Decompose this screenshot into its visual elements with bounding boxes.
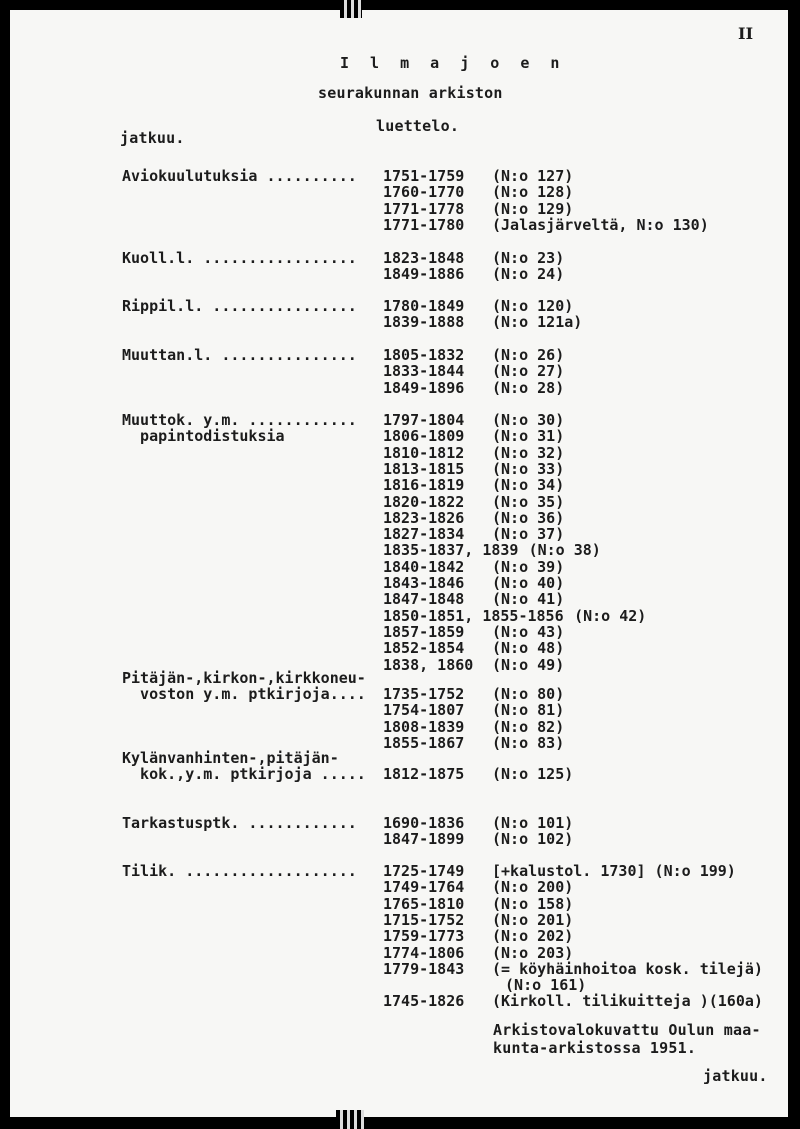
entry-reference: (Kirkoll. tilikuitteja )(160a) bbox=[492, 992, 763, 1011]
entry-reference: (N:o 202) bbox=[492, 927, 574, 946]
entry-reference: (N:o 34) bbox=[492, 476, 565, 495]
entry-years: 1816-1819 bbox=[383, 476, 465, 495]
entry-label: Kylänvanhinten-,pitäjän- bbox=[122, 748, 339, 767]
binding-edge-bottom bbox=[336, 1110, 364, 1129]
entry-reference: (N:o 83) bbox=[492, 733, 565, 752]
entry-years: 1855-1867 bbox=[383, 733, 465, 752]
footer-note-line2: kunta-arkistossa 1951. bbox=[493, 1039, 697, 1057]
entry-label: papintodistuksia bbox=[122, 427, 285, 446]
entry-reference: (N:o 158) bbox=[492, 894, 574, 913]
entry-years: 1806-1809 bbox=[383, 427, 465, 446]
entry-reference: (N:o 28) bbox=[492, 378, 565, 397]
entry-label: Kuoll.l. ................. bbox=[122, 249, 357, 267]
entry-reference: (N:o 39) bbox=[492, 557, 565, 576]
entry-label: voston y.m. ptkirjoja.... bbox=[122, 685, 366, 703]
entry-reference: (N:o 82) bbox=[492, 717, 565, 736]
entry-years: 1840-1842 bbox=[383, 557, 465, 576]
entry-label: Muuttan.l. ............... bbox=[122, 346, 357, 364]
entry-years: 1823-1826 bbox=[383, 508, 465, 527]
entry-reference: (N:o 200) bbox=[492, 878, 574, 897]
entry-reference: (= köyhäinhoitoa kosk. tilejä) bbox=[492, 959, 763, 978]
entry-years: 1771-1778 bbox=[383, 199, 465, 218]
entry-years: 1835-1837, 1839 bbox=[383, 541, 519, 560]
entry-label: Tarkastusptk. ............ bbox=[122, 814, 357, 832]
entry-reference: (N:o 37) bbox=[492, 525, 565, 544]
title-archive: seurakunnan arkiston bbox=[318, 84, 503, 102]
entry-years: 1839-1888 bbox=[383, 313, 465, 332]
entry-years: 1827-1834 bbox=[383, 525, 465, 544]
entry-label: Tilik. ................... bbox=[122, 862, 357, 880]
entry-years: 1765-1810 bbox=[383, 894, 465, 913]
entry-reference: (N:o 161) bbox=[496, 976, 587, 995]
entry-years: 1759-1773 bbox=[383, 927, 465, 946]
entry-label: Muuttok. y.m. ............ bbox=[122, 411, 357, 429]
entry-reference: (N:o 27) bbox=[492, 362, 565, 381]
entry-reference: (N:o 127) bbox=[492, 167, 574, 185]
entry-years: 1771-1780 bbox=[383, 215, 465, 234]
entry-reference: (N:o 101) bbox=[492, 814, 574, 832]
entry-reference: (N:o 30) bbox=[492, 411, 565, 429]
entry-reference: (Jalasjärveltä, N:o 130) bbox=[492, 215, 709, 234]
entry-reference: (N:o 35) bbox=[492, 492, 565, 511]
entry-label: Rippil.l. ................ bbox=[122, 297, 357, 315]
entry-reference: (N:o 31) bbox=[492, 427, 565, 446]
entry-reference: (N:o 41) bbox=[492, 590, 565, 609]
entry-years: 1805-1832 bbox=[383, 346, 465, 364]
entry-reference: (N:o 26) bbox=[492, 346, 565, 364]
entry-reference: (N:o 36) bbox=[492, 508, 565, 527]
entry-years: 1754-1807 bbox=[383, 701, 465, 720]
entry-years: 1847-1899 bbox=[383, 830, 465, 849]
entry-years: 1808-1839 bbox=[383, 717, 465, 736]
entry-reference: (N:o 81) bbox=[492, 701, 565, 720]
entry-years: 1833-1844 bbox=[383, 362, 465, 381]
entry-reference: (N:o 40) bbox=[492, 574, 565, 592]
entry-years: 1852-1854 bbox=[383, 639, 465, 658]
entry-years: 1813-1815 bbox=[383, 459, 465, 478]
title-list: luettelo. bbox=[376, 117, 460, 135]
entry-years: 1850-1851, 1855-1856 bbox=[383, 606, 564, 625]
entry-years: 1812-1875 bbox=[383, 765, 465, 783]
entry-reference: (N:o 23) bbox=[492, 249, 565, 267]
continued-label-bottom: jatkuu. bbox=[703, 1067, 768, 1085]
entry-reference: (N:o 128) bbox=[492, 183, 574, 202]
entry-years: 1797-1804 bbox=[383, 411, 465, 429]
entry-reference: (N:o 80) bbox=[492, 685, 565, 703]
entry-years: 1823-1848 bbox=[383, 249, 465, 267]
entry-reference: (N:o 201) bbox=[492, 910, 574, 929]
entry-reference: (N:o 32) bbox=[492, 443, 565, 462]
entry-label: Aviokuulutuksia .......... bbox=[122, 167, 357, 185]
entry-label: kok.,y.m. ptkirjoja ..... bbox=[122, 765, 366, 783]
entry-years: 1735-1752 bbox=[383, 685, 465, 703]
entry-reference: (N:o 121a) bbox=[492, 313, 583, 332]
title-parish: I l m a j o e n bbox=[340, 54, 566, 72]
entry-reference: (N:o 24) bbox=[492, 265, 565, 284]
entry-years: 1857-1859 bbox=[383, 622, 465, 641]
entry-reference: (N:o 33) bbox=[492, 459, 565, 478]
entry-years: 1847-1848 bbox=[383, 590, 465, 609]
binding-edge-top bbox=[340, 0, 362, 18]
page-number: II bbox=[738, 24, 754, 43]
entry-reference: (N:o 38) bbox=[528, 541, 601, 560]
entry-reference: (N:o 129) bbox=[492, 199, 574, 218]
entry-years: 1690-1836 bbox=[383, 814, 465, 832]
entry-reference: (N:o 42) bbox=[574, 606, 647, 625]
entry-years: 1810-1812 bbox=[383, 443, 465, 462]
entry-years: 1849-1896 bbox=[383, 378, 465, 397]
entry-reference: [+kalustol. 1730] (N:o 199) bbox=[492, 862, 736, 880]
entry-label: Pitäjän-,kirkon-,kirkkoneu- bbox=[122, 668, 366, 687]
entry-years: 1725-1749 bbox=[383, 862, 465, 880]
entry-years: 1715-1752 bbox=[383, 910, 465, 929]
entry-years: 1751-1759 bbox=[383, 167, 465, 185]
entry-reference: (N:o 102) bbox=[492, 830, 574, 849]
entry-years: 1749-1764 bbox=[383, 878, 465, 897]
entry-years: 1838, 1860 bbox=[383, 655, 474, 674]
footer-note-line1: Arkistovalokuvattu Oulun maa- bbox=[493, 1021, 761, 1039]
entry-years: 1760-1770 bbox=[383, 183, 465, 202]
entry-reference: (N:o 49) bbox=[492, 655, 565, 674]
entry-reference: (N:o 120) bbox=[492, 297, 574, 315]
entry-years: 1779-1843 bbox=[383, 959, 465, 978]
entry-reference: (N:o 203) bbox=[492, 943, 574, 962]
entry-years: 1780-1849 bbox=[383, 297, 465, 315]
entry-years: 1843-1846 bbox=[383, 574, 465, 592]
entry-reference: (N:o 125) bbox=[492, 765, 574, 783]
entry-years: 1745-1826 bbox=[383, 992, 465, 1011]
entry-years: 1849-1886 bbox=[383, 265, 465, 284]
entry-reference: (N:o 48) bbox=[492, 639, 565, 658]
continued-label-top: jatkuu. bbox=[120, 129, 185, 147]
entry-reference: (N:o 43) bbox=[492, 622, 565, 641]
entry-years: 1820-1822 bbox=[383, 492, 465, 511]
entry-years: 1774-1806 bbox=[383, 943, 465, 962]
